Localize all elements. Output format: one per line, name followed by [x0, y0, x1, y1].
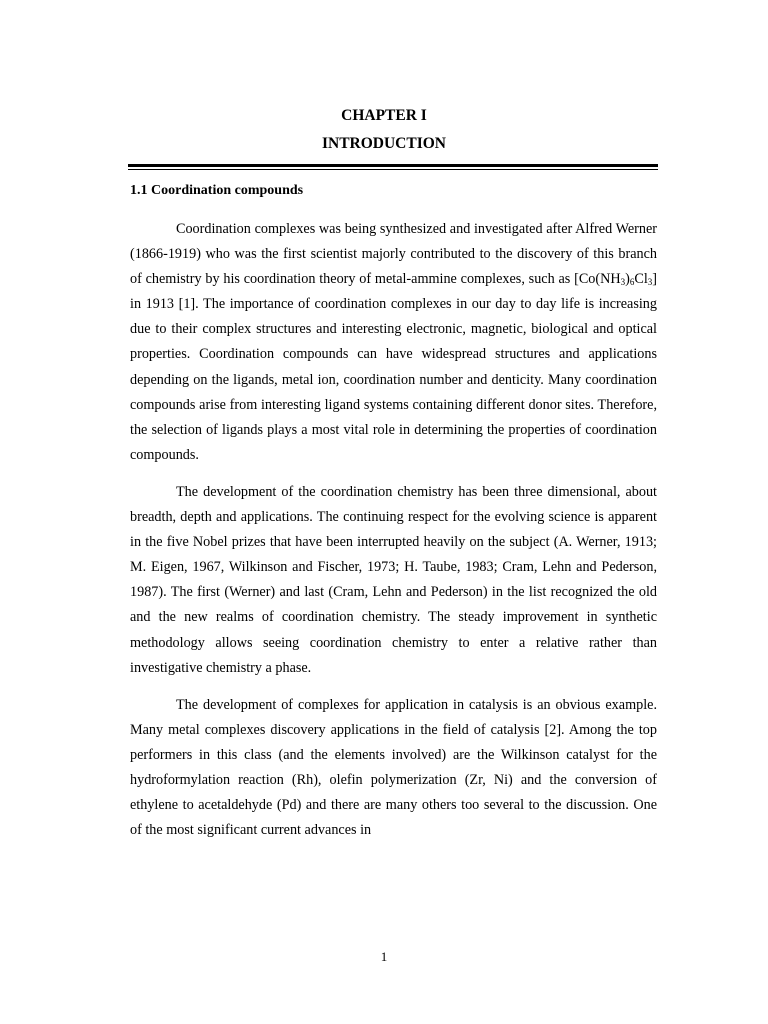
title-rule-thin [128, 169, 658, 170]
paragraph-1-text-c: Cl [634, 271, 648, 288]
page-number: 1 [380, 949, 388, 964]
paragraph-3: The development of complexes for application in catalysis is an obvious example. Many metal complexes discovery applications in the field of catalysis [2]. Among the top performers in this class (and the elements involved) are the Wilkinson catalyst for the hydroformylation reaction (Rh), olefin polymerization (Zr, Ni) and the conversion of ethylene to acetaldehyde (Pd) and there are many others too several to the discussion. One of the most significant current advances in [130, 696, 657, 839]
subscript-3b: 3 [647, 277, 653, 288]
chapter-label: CHAPTER I [341, 107, 427, 124]
chapter-title: INTRODUCTION [321, 135, 446, 152]
subscript-6: 6 [629, 277, 635, 288]
paragraph-2: The development of the coordination chemistry has been three dimensional, about breadth, depth and applications. The continuing respect for the evolving science is apparent in the five Nobel prizes that have been interrupted heavily on the subject (A. Werner, 1913; M. Eigen, 1967, Wilkinson and Fischer, 1973; H. Taube, 1983; Cram, Lehn and Pederson, 1987). The first (Werner) and last (Cram, Lehn and Pederson) in the list recognized the old and the new realms of coordination chemistry. The steady improvement in synthetic methodology allows seeing coordination chemistry to enter a relative rather than investigative chemistry a phase. [130, 483, 657, 676]
paragraph-1-text-a: Coordination complexes was being synthesized and investigated after Alfred Werner (1866-1919) who was the first scientist majorly contributed to the discovery of this branch of chemistry by his coordination theory of metal-ammine complexes, such as [Co(NH [130, 221, 657, 288]
subscript-3: 3 [620, 277, 626, 288]
paragraph-1-text-b: ) [625, 271, 630, 288]
paragraph-1 [130, 217, 657, 468]
body-text [130, 217, 657, 855]
section-heading: 1.1 Coordination compounds [130, 183, 304, 198]
paragraph-1-text-d: ] in 1913 [1]. The importance of coordination complexes in our day to day life is increasing due to their complex structures and interesting electronic, magnetic, biological and optical properties. Coordination compounds can have widespread structures and applications depending on the ligands, metal ion, coordination number and denticity. Many coordination compounds arise from interesting ligand systems containing different donor sites. Therefore, the selection of ligands plays a most vital role in determining the properties of coordination compounds. [130, 271, 657, 463]
title-rule-thick [128, 164, 658, 167]
